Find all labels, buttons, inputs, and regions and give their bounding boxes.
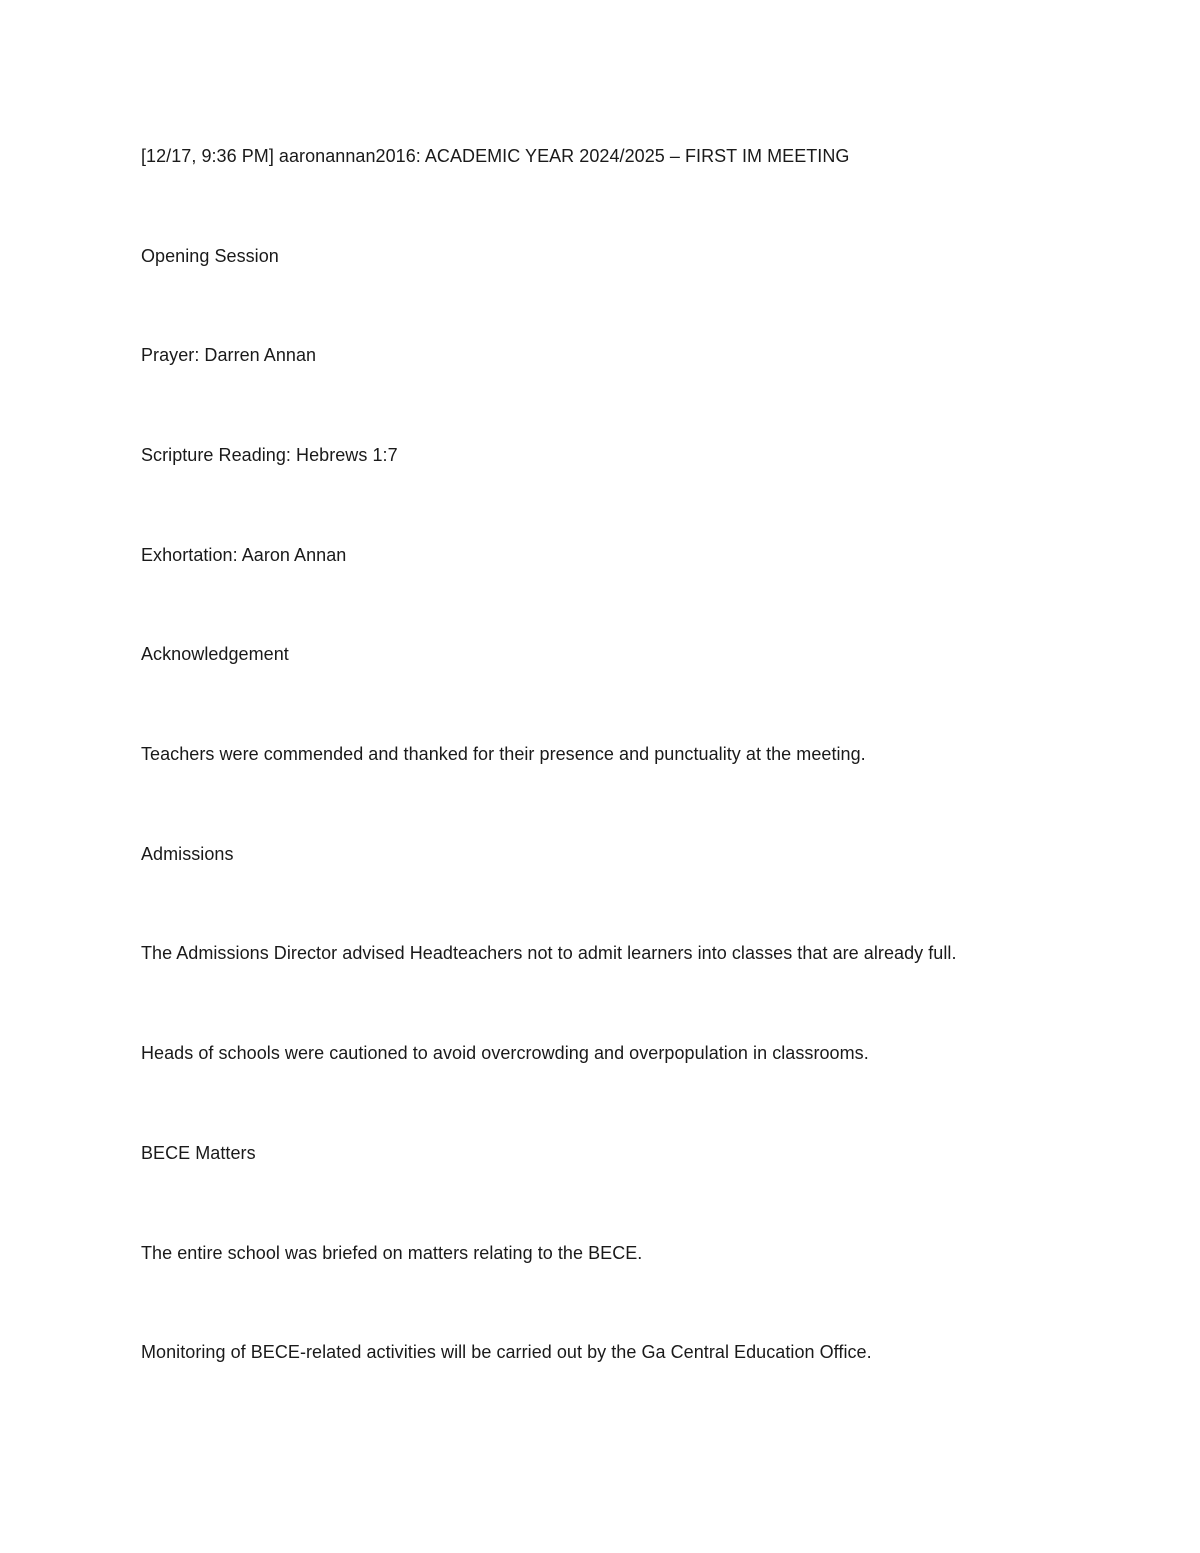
acknowledgement-text: Teachers were commended and thanked for their presence and punctuality at the meeting. (141, 744, 866, 764)
section-heading-opening-session: Opening Session (141, 246, 279, 266)
section-heading-acknowledgement: Acknowledgement (141, 644, 289, 664)
prayer-line: Prayer: Darren Annan (141, 345, 317, 365)
message-header: [12/17, 9:36 PM] aaronannan2016: ACADEMIC YEAR 2024/2025 – FIRST IM MEETING (141, 146, 850, 166)
bece-text-1: The entire school was briefed on matters relating to the BECE. (141, 1243, 643, 1263)
section-heading-admissions: Admissions (141, 844, 234, 864)
admissions-text-2: Heads of schools were cautioned to avoid overcrowding and overpopulation in classrooms. (141, 1043, 869, 1063)
admissions-text-1: The Admissions Director advised Headteachers not to admit learners into classes that are already full. (141, 943, 957, 963)
section-heading-bece-matters: BECE Matters (141, 1143, 256, 1163)
scripture-reading-line: Scripture Reading: Hebrews 1:7 (141, 445, 398, 465)
exhortation-line: Exhortation: Aaron Annan (141, 545, 347, 565)
bece-text-2: Monitoring of BECE-related activities will be carried out by the Ga Central Education Office. (141, 1342, 872, 1362)
